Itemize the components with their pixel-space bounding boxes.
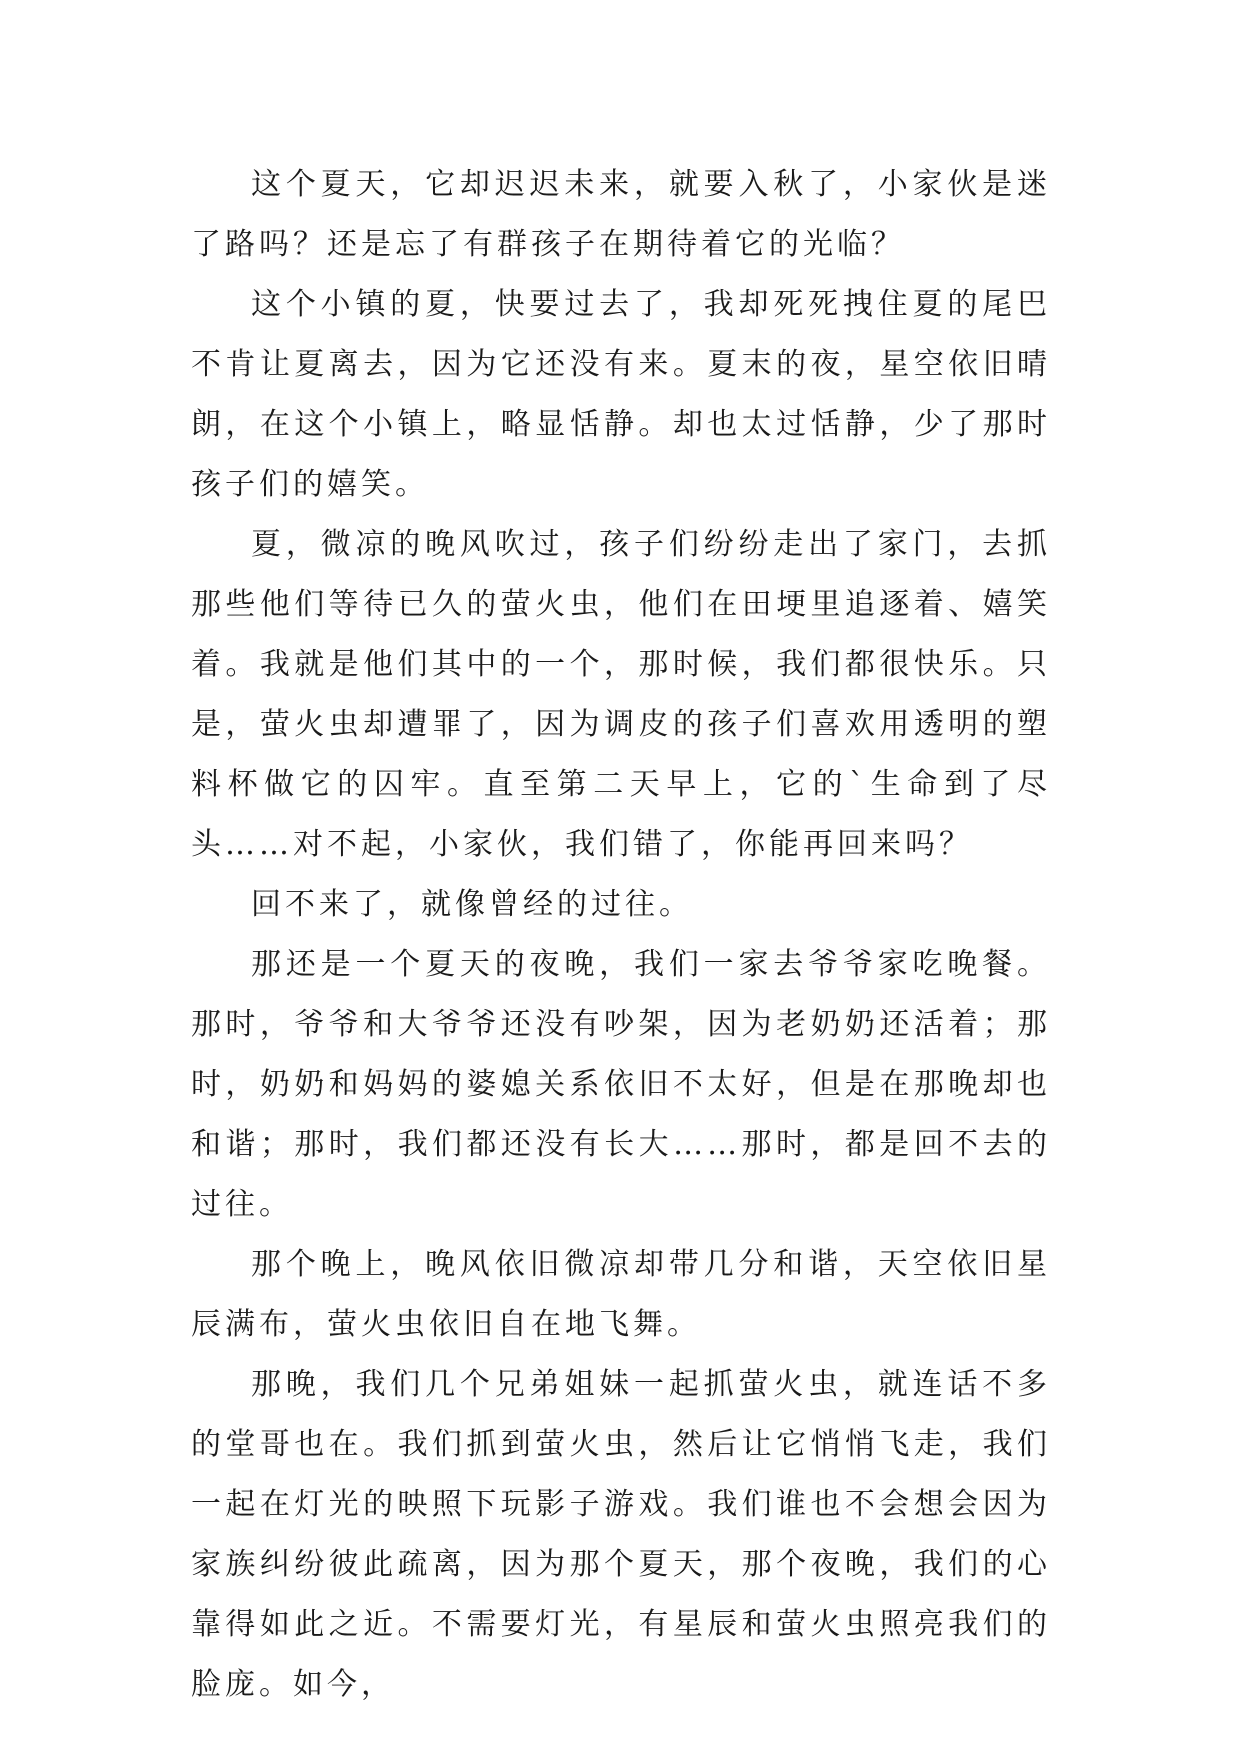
- paragraph-7: 那晚，我们几个兄弟姐妹一起抓萤火虫，就连话不多的堂哥也在。我们抓到萤火虫，然后让它悄悄飞走，我们一起在灯光的映照下玩影子游戏。我们谁也不会想会因为家族纠纷彼此疏离，因为那个夏天，那个夜晚，我们的心靠得如此之近。不需要灯光，有星辰和萤火虫照亮我们的脸庞。如今，: [191, 1367, 1051, 1702]
- paragraph-6: 那个晚上，晚风依旧微凉却带几分和谐，天空依旧星辰满布，萤火虫依旧自在地飞舞。: [191, 1247, 1051, 1342]
- document-body: [191, 155, 1051, 1715]
- paragraph-4: 回不来了，就像曾经的过往。: [251, 887, 693, 922]
- paragraph-2: 这个小镇的夏，快要过去了，我却死死拽住夏的尾巴不肯让夏离去，因为它还没有来。夏末的夜，星空依旧晴朗，在这个小镇上，略显恬静。却也太过恬静，少了那时孩子们的嬉笑。: [191, 287, 1051, 502]
- paragraph-3: 夏，微凉的晚风吹过，孩子们纷纷走出了家门，去抓那些他们等待已久的萤火虫，他们在田埂里追逐着、嬉笑着。我就是他们其中的一个，那时候，我们都很快乐。只是，萤火虫却遭罪了，因为调皮的孩子们喜欢用透明的塑料杯做它的囚牢。直至第二天早上，它的`生命到了尽头……对不起，小家伙，我们错了，你能再回来吗？: [191, 527, 1051, 862]
- paragraph-1: 这个夏天，它却迟迟未来，就要入秋了，小家伙是迷了路吗？还是忘了有群孩子在期待着它的光临？: [191, 167, 1051, 262]
- paragraph-5: 那还是一个夏天的夜晚，我们一家去爷爷家吃晚餐。那时，爷爷和大爷爷还没有吵架，因为老奶奶还活着；那时，奶奶和妈妈的婆媳关系依旧不太好，但是在那晚却也和谐；那时，我们都还没有长大……那时，都是回不去的过往。: [191, 947, 1051, 1222]
